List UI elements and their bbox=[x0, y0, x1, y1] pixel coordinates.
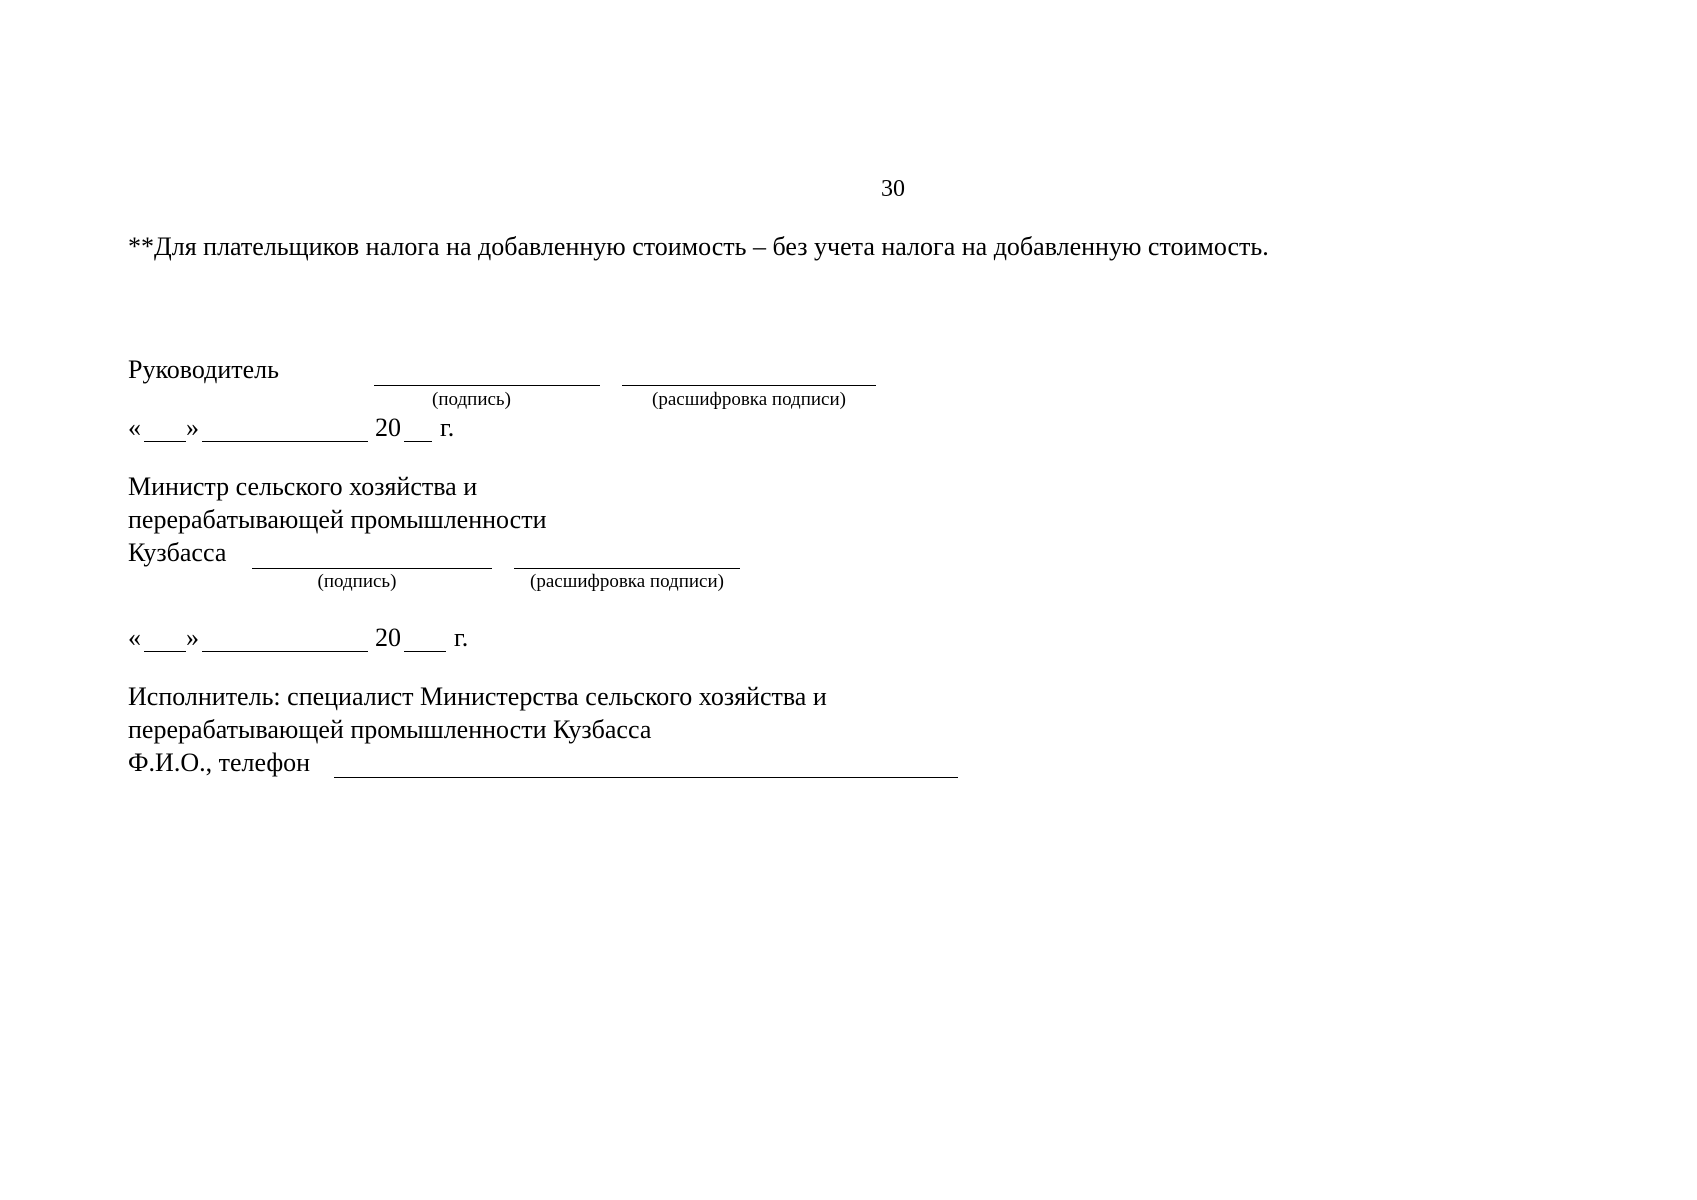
minister-date-open: « bbox=[128, 623, 141, 652]
minister-signature-line bbox=[252, 568, 492, 569]
head-date-open: « bbox=[128, 413, 141, 442]
head-signature-caption: (подпись) bbox=[432, 389, 511, 410]
minister-signature-caption: (подпись) bbox=[317, 571, 397, 592]
minister-date-day-line bbox=[144, 651, 186, 652]
head-role-label: Руководитель bbox=[128, 355, 279, 384]
head-date-day-line bbox=[144, 441, 186, 442]
executor-contact-line bbox=[334, 777, 958, 778]
head-decoding-caption: (расшифровка подписи) bbox=[652, 389, 846, 410]
minister-date-year-line bbox=[404, 651, 446, 652]
minister-date-year-prefix: 20 bbox=[375, 623, 401, 652]
footnote-text: **Для плательщиков налога на добавленную стоимость – без учета налога на добавленную стоимость. bbox=[128, 232, 1269, 261]
head-date-month-line bbox=[202, 441, 368, 442]
minister-decoding-line bbox=[514, 568, 740, 569]
minister-date-month-line bbox=[202, 651, 368, 652]
executor-line3: Ф.И.О., телефон bbox=[128, 748, 311, 777]
page-number: 30 bbox=[881, 176, 905, 202]
executor-line2: перерабатывающей промышленности Кузбасса bbox=[128, 715, 652, 744]
minister-date-close: » bbox=[186, 623, 199, 652]
minister-date-year-suffix: г. bbox=[454, 623, 469, 652]
minister-title-line2: перерабатывающей промышленности bbox=[128, 505, 547, 534]
head-decoding-line bbox=[622, 385, 876, 386]
head-date-year-line bbox=[404, 441, 432, 442]
minister-title-line3: Кузбасса bbox=[128, 538, 227, 567]
head-signature-line bbox=[374, 385, 600, 386]
head-date-year-suffix: г. bbox=[440, 413, 455, 442]
executor-line1: Исполнитель: специалист Министерства сельского хозяйства и bbox=[128, 682, 827, 711]
minister-title-line1: Министр сельского хозяйства и bbox=[128, 472, 478, 501]
head-date-year-prefix: 20 bbox=[375, 413, 401, 442]
minister-decoding-caption: (расшифровка подписи) bbox=[530, 571, 724, 592]
head-date-close: » bbox=[186, 413, 199, 442]
